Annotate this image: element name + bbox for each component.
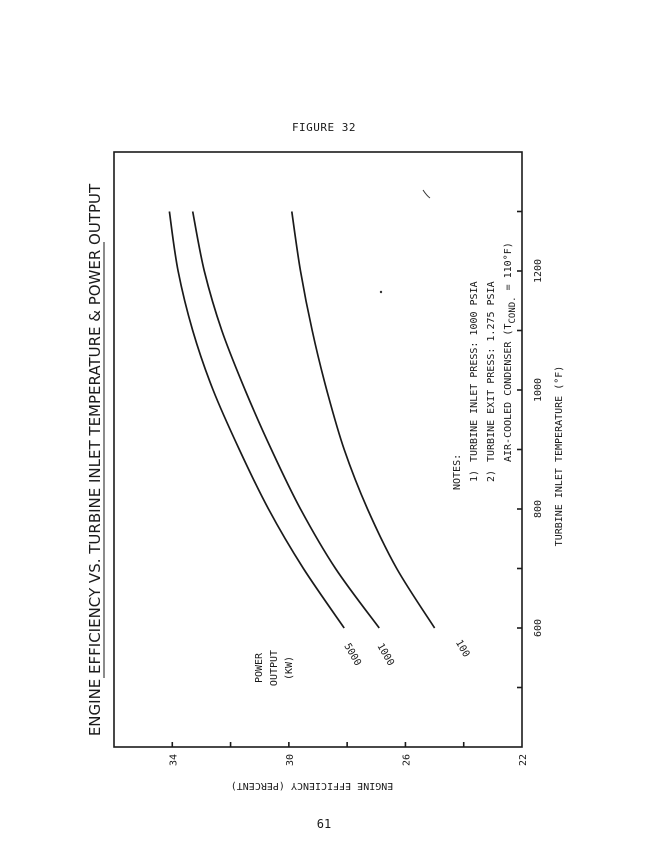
note-1-text: TURBINE INLET PRESS: 1000 PSIA bbox=[469, 281, 480, 462]
notes-heading: NOTES: bbox=[452, 453, 463, 490]
y-tick-label-0: 22 bbox=[518, 753, 529, 767]
y-axis-label: ENGINE EFFICIENCY (PERCENT) bbox=[230, 780, 394, 791]
y-tick-label-1: 26 bbox=[401, 753, 413, 767]
x-tick-label-0: 600 bbox=[533, 618, 544, 638]
legend-title-line-2: OUTPUT bbox=[269, 649, 280, 687]
x-axis-label: TURBINE INLET TEMPERATURE (°F) bbox=[554, 365, 565, 547]
curve-group bbox=[169, 212, 434, 629]
series-label-100: 100 bbox=[452, 638, 472, 660]
x-tick-label-3: 1200 bbox=[533, 258, 544, 284]
scan-dot bbox=[380, 291, 382, 293]
legend-title-line-1: POWER bbox=[254, 652, 265, 684]
x-tick-label-1: 800 bbox=[533, 499, 544, 519]
series-label-5000: 5000 bbox=[341, 641, 363, 668]
note-1-num: 1) bbox=[469, 469, 480, 482]
page-number: 61 bbox=[316, 817, 332, 831]
series-line-100 bbox=[292, 212, 435, 629]
figure-label: FIGURE 32 bbox=[291, 121, 357, 134]
series-label-1000: 1000 bbox=[374, 641, 396, 668]
note-2-text: TURBINE EXIT PRESS: 1.275 PSIA bbox=[486, 281, 497, 462]
note-3-text: AIR-COOLED CONDENSER (TCOND. = 110°F) bbox=[503, 242, 518, 462]
notes-block bbox=[452, 242, 518, 490]
plot-frame bbox=[114, 152, 522, 747]
legend-title-line-3: (KW) bbox=[284, 655, 295, 681]
chart-title: ENGINE EFFICIENCY VS. TURBINE INLET TEMPERATURE & POWER OUTPUT bbox=[86, 183, 104, 737]
legend-title bbox=[254, 650, 295, 686]
note-2-num: 2) bbox=[486, 469, 497, 482]
series-line-5000 bbox=[169, 212, 344, 629]
y-tick-label-3: 34 bbox=[168, 753, 180, 767]
scan-mark bbox=[423, 190, 430, 198]
y-tick-label-2: 30 bbox=[284, 753, 296, 767]
x-tick-label-2: 1000 bbox=[533, 377, 544, 403]
series-line-1000 bbox=[193, 212, 380, 629]
